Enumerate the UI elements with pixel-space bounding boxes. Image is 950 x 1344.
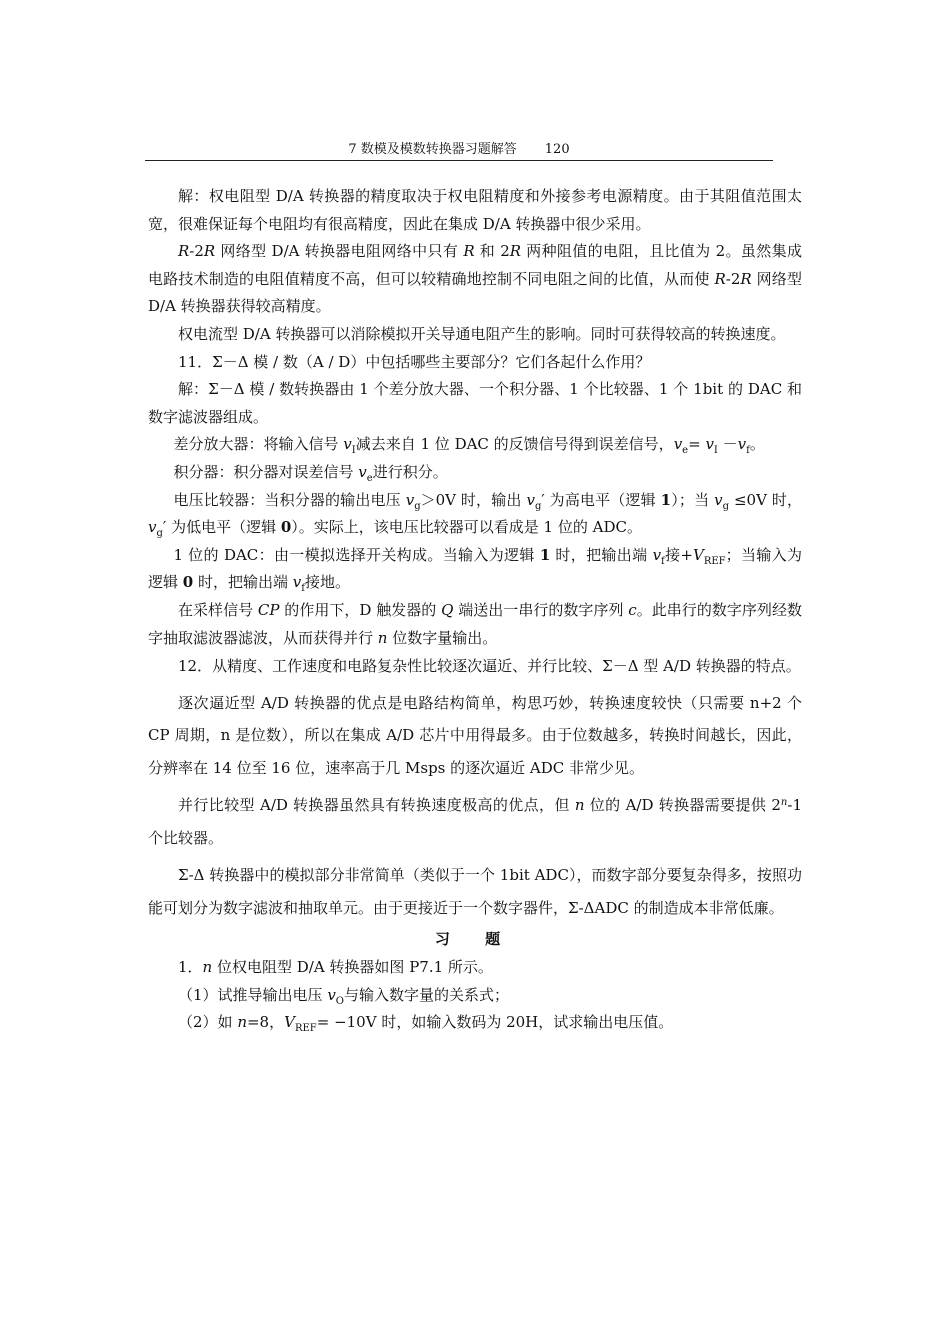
answer-11: 解：Σ－Δ 模 / 数转换器由 1 个差分放大器、一个积分器、1 个比较器、1 个 1bit 的 DAC 和数字滤波器组成。 (148, 380, 802, 426)
question-11: 11．Σ－Δ 模 / 数（A / D）中包括哪些主要部分？它们各起什么作用？ (178, 352, 651, 371)
exercise-1-part-2: （2）如 n=8，$V_{REF}= -10V$ 时，如输入数码为 20H，试求输出电压值。 (178, 1013, 674, 1035)
exercise-1: 1．n 位权电阻型 D/A 转换器如图 P7.1 所示。 (178, 958, 493, 977)
paragraph-r2r-network: R-2R 网络型 D/A 转换器电阻网络中只有 R 和 2R 两种阻值的电阻，且比值为 2。虽然集成电路技术制造的电阻值精度不高，但可以较精确地控制不同电阻之间的比值，从而使 R-2R 网络型 D/A 转换器获得较高精度。 (148, 242, 802, 316)
paragraph-diff-amplifier: 差分放大器：将输入信号 $v_I$减去来自 1 位 DAC 的反馈信号得到误差信号，$v_e= v_I -v_f$。 (173, 435, 765, 457)
paragraph-weighted-current: 权电流型 D/A 转换器可以消除模拟开关导通电阻产生的影响。同时可获得较高的转换速度。 (178, 324, 786, 343)
exercise-1-part-1: （1）试推导输出电压 $v_O$与输入数字量的关系式； (178, 985, 510, 1007)
header-title: 7 数模及模数转换器习题解答 (348, 142, 517, 157)
section-title-exercises: 习 题 (434, 930, 516, 949)
question-12: 12．从精度、工作速度和电路复杂性比较逐次逼近、并行比较、Σ－Δ 型 A/D 转换器的特点。 (178, 657, 801, 676)
page-number: 120 (544, 142, 570, 157)
page-body (148, 183, 802, 1037)
paragraph-comparator: 电压比较器：当积分器的输出电压 $v_g>0V$ 时，输出 $v_g'$ 为高电平（逻辑 1）；当 $v_g \le 0V$ 时，$v_g'$ 为低电平（逻辑 0）。实际上，该电压比较器可以看成是 1 位的 ADC。 (148, 490, 802, 540)
paragraph-integrator: 积分器：积分器对误差信号 $v_e$进行积分。 (173, 462, 448, 484)
paragraph-flash-adc: 并行比较型 A/D 转换器虽然具有转换速度极高的优点，但 n 位的 A/D 转换器需要提供 2$^n$-1 个比较器。 (148, 796, 802, 847)
paragraph-sampling: 在采样信号 CP 的作用下，D 触发器的 Q 端送出一串行的数字序列 c。此串行的数字序列经数字抽取滤波器滤波，从而获得并行 n 位数字量输出。 (148, 600, 802, 647)
paragraph-sigma-delta: Σ-Δ 转换器中的模拟部分非常简单（类似于一个 1bit ADC），而数字部分要复杂得多，按照功能可划分为数字滤波和抽取单元。由于更接近于一个数字器件，Σ-ΔADC 的制造成本非常低廉。 (148, 866, 802, 917)
page-header (145, 140, 773, 161)
paragraph-sar-adc: 逐次逼近型 A/D 转换器的优点是电路结构简单，构思巧妙，转换速度较快（只需要 n+2 个 CP 周期，n 是位数），所以在集成 A/D 芯片中用得最多。由于位数越多，转换时间越长，因此，分辨率在 14 位至 16 位，速率高于几 Msps 的逐次逼近 ADC 非常少见。 (148, 693, 802, 777)
paragraph-answer-weighted-resistor: 解：权电阻型 D/A 转换器的精度取决于权电阻精度和外接参考电源精度。由于其阻值范围太宽，很难保证每个电阻均有很高精度，因此在集成 D/A 转换器中很少采用。 (148, 187, 802, 233)
paragraph-1bit-dac: 1 位的 DAC：由一模拟选择开关构成。当输入为逻辑 1 时，把输出端 $v_f$接$+V_{REF}$；当输入为逻辑 0 时，把输出端 $v_f$接地。 (148, 545, 802, 595)
